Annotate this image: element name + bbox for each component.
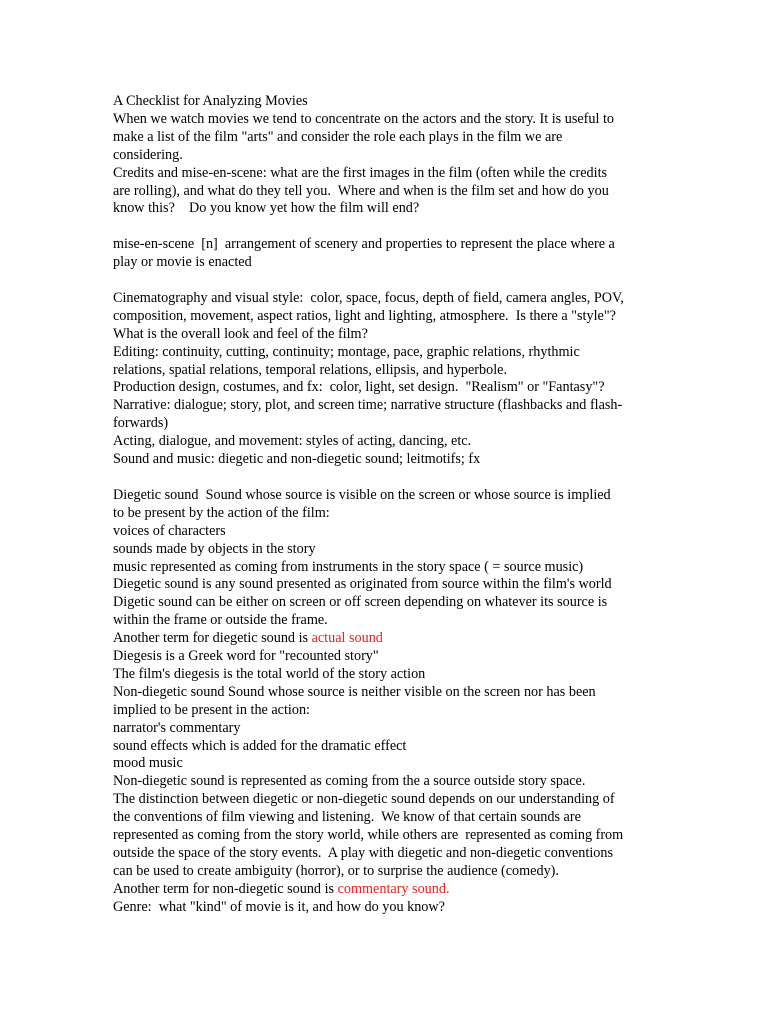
text-line: Sound and music: diegetic and non-diegetic sound; leitmotifs; fx	[113, 451, 481, 468]
text-line: Production design, costumes, and fx: color, light, set design. "Realism" or "Fantasy"?	[113, 379, 605, 396]
text-line: considering.	[113, 146, 183, 163]
text-line: sounds made by objects in the story	[113, 540, 316, 557]
nondiegetic-term-line	[113, 881, 661, 899]
document-page	[113, 93, 661, 917]
text-line: know this? Do you know yet how the film will end?	[113, 200, 420, 217]
text-line: sound effects which is added for the dramatic effect	[113, 737, 407, 754]
text-line: to be present by the action of the film:	[113, 504, 330, 521]
text-line: forwards)	[113, 415, 169, 432]
text-line: play or movie is enacted	[113, 254, 252, 271]
nondiegetic-term-highlight: commentary sound.	[337, 880, 450, 897]
text-line: Acting, dialogue, and movement: styles of acting, dancing, etc.	[113, 433, 472, 450]
text-line: Non-diegetic sound Sound whose source is neither visible on the screen nor has been	[113, 683, 596, 700]
text-line: Editing: continuity, cutting, continuity; montage, pace, graphic relations, rhythmic	[113, 343, 580, 360]
text-line: mood music	[113, 755, 183, 772]
blank-line	[113, 218, 661, 236]
document-title: A Checklist for Analyzing Movies	[113, 93, 308, 109]
text-line: outside the space of the story events. A play with diegetic and non-diegetic conventions	[113, 845, 613, 862]
diegetic-term-line	[113, 630, 661, 648]
diegesis-paragraph	[113, 648, 661, 917]
text-line: narrator's commentary	[113, 719, 241, 736]
text-line: relations, spatial relations, temporal relations, ellipsis, and hyperbole.	[113, 361, 507, 378]
intro-paragraph	[113, 111, 661, 165]
text-line: What is the overall look and feel of the film?	[113, 325, 368, 342]
genre-line: Genre: what "kind" of movie is it, and how do you know?	[113, 898, 445, 915]
text-line: Cinematography and visual style: color, space, focus, depth of field, camera angles, POV,	[113, 289, 624, 306]
text-line: The film's diegesis is the total world of the story action	[113, 665, 426, 682]
text-line: Diegesis is a Greek word for "recounted story"	[113, 648, 379, 665]
text-line: music represented as coming from instruments in the story space ( = source music)	[113, 558, 584, 575]
text-line: can be used to create ambiguity (horror), or to surprise the audience (comedy).	[113, 862, 559, 879]
credits-paragraph	[113, 165, 661, 219]
text-line: mise-en-scene [n] arrangement of scenery and properties to represent the place where a	[113, 236, 615, 253]
diegetic-sound-paragraph	[113, 487, 661, 648]
text-line: When we watch movies we tend to concentrate on the actors and the story. It is useful to	[113, 110, 615, 127]
nondiegetic-term-prefix: Another term for non-diegetic sound is	[113, 880, 338, 897]
text-line: Credits and mise-en-scene: what are the first images in the film (often while the credits	[113, 164, 608, 181]
text-line: are rolling), and what do they tell you. Where and when is the film set and how do you	[113, 182, 609, 199]
diegetic-term-highlight: actual sound	[311, 630, 383, 647]
text-line: Diegetic sound is any sound presented as originated from source within the film's world	[113, 576, 612, 593]
text-line: within the frame or outside the frame.	[113, 612, 328, 629]
text-line: Diegetic sound Sound whose source is visible on the screen or whose source is implied	[113, 486, 611, 503]
text-line: Digetic sound can be either on screen or off screen depending on whatever its source is	[113, 594, 608, 611]
text-line: implied to be present in the action:	[113, 701, 310, 718]
text-line: represented as coming from the story world, while others are represented as coming from	[113, 827, 624, 844]
text-line: voices of characters	[113, 522, 226, 539]
text-line: The distinction between diegetic or non-diegetic sound depends on our understanding of	[113, 791, 615, 808]
blank-line	[113, 272, 661, 290]
definition-paragraph	[113, 236, 661, 272]
text-line: composition, movement, aspect ratios, light and lighting, atmosphere. Is there a "style"?	[113, 307, 616, 324]
diegetic-term-prefix: Another term for diegetic sound is	[113, 630, 312, 647]
text-line: the conventions of film viewing and listening. We know of that certain sounds are	[113, 809, 581, 826]
text-line: make a list of the film "arts" and consider the role each plays in the film we are	[113, 128, 563, 145]
film-elements-paragraph	[113, 290, 661, 469]
text-line: Non-diegetic sound is represented as coming from the a source outside story space.	[113, 773, 586, 790]
text-line: Narrative: dialogue; story, plot, and screen time; narrative structure (flashbacks and flash-	[113, 397, 623, 414]
blank-line	[113, 469, 661, 487]
